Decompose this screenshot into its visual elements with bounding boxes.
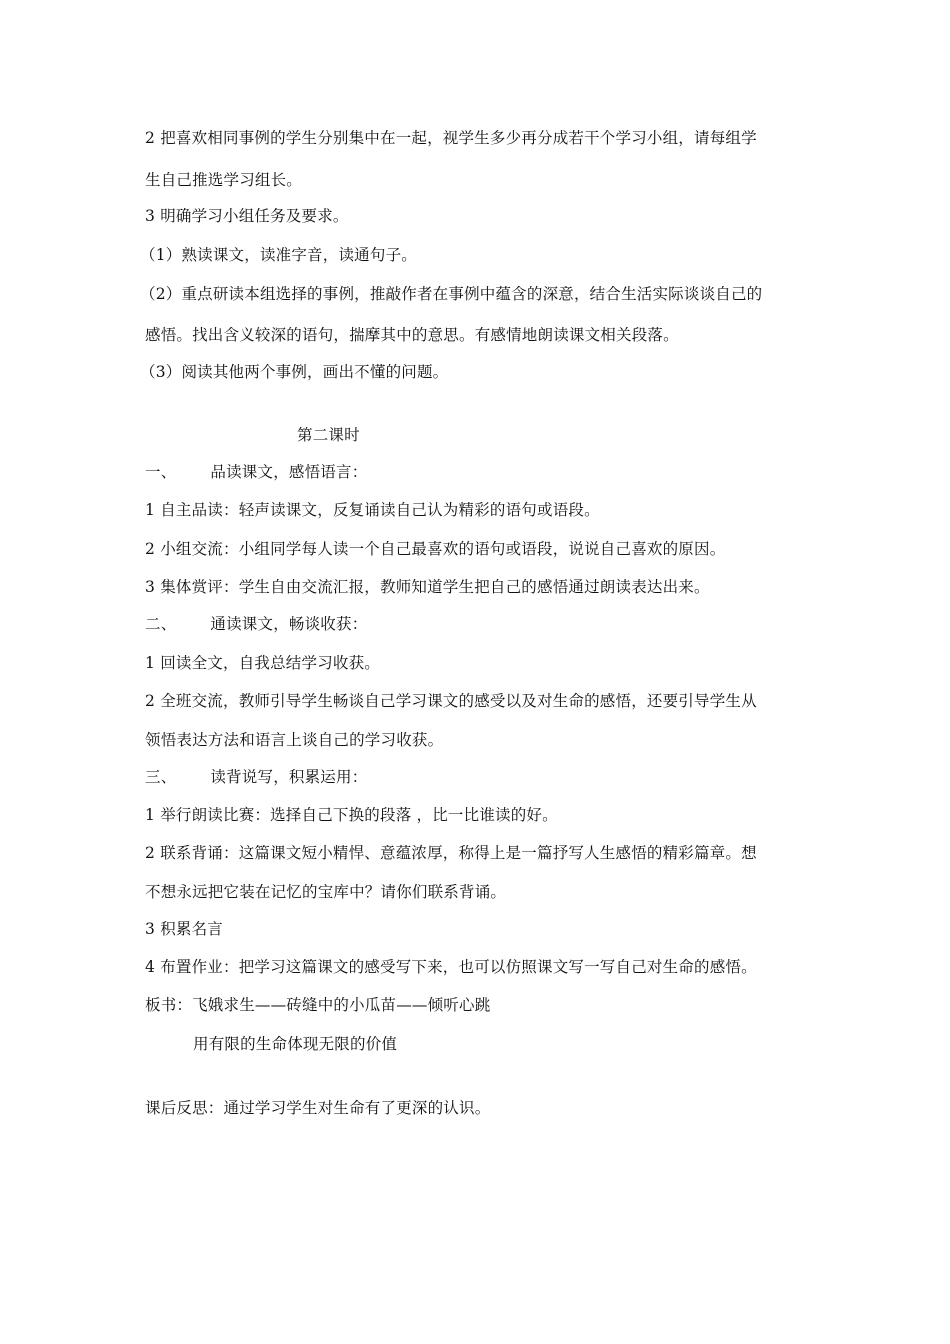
part-number: 三、 <box>145 768 177 786</box>
part-title: 品读课文，感悟语言： <box>210 463 368 481</box>
list-item: 1 回读全文，自我总结学习收获。 <box>145 654 380 672</box>
list-item: 1 自主品读：轻声读课文，反复诵读自己认为精彩的语句或语段。 <box>145 501 600 519</box>
part-heading <box>145 462 367 482</box>
list-item: 2 全班交流，教师引导学生畅谈自己学习课文的感受以及对生命的感悟，还要引导学生从 <box>145 692 757 710</box>
part-number: 一、 <box>145 463 177 481</box>
board-summary-subline: 用有限的生命体现无限的价值 <box>193 1035 398 1053</box>
list-item: 2 小组交流：小组同学每人读一个自己最喜欢的语句或语段，说说自己喜欢的原因。 <box>145 540 726 558</box>
paragraph-line: 感悟。找出含义较深的语句，揣摩其中的意思。有感情地朗读课文相关段落。 <box>145 326 679 344</box>
list-item: 3 集体赏评：学生自由交流汇报，教师知道学生把自己的感悟通过朗读表达出来。 <box>145 578 710 596</box>
part-number: 二、 <box>145 615 177 633</box>
paragraph-line: 3 明确学习小组任务及要求。 <box>145 207 349 225</box>
paragraph-line: 2 把喜欢相同事例的学生分别集中在一起，视学生多少再分成若干个学习小组，请每组学 <box>145 129 757 147</box>
list-item: 2 联系背诵：这篇课文短小精悍、意蕴浓厚，称得上是一篇抒写人生感悟的精彩篇章。想 <box>145 844 757 862</box>
paragraph-line: （1）熟读课文，读准字音，读通句子。 <box>140 246 417 264</box>
paragraph-line: （2）重点研读本组选择的事例，推敲作者在事例中蕴含的深意，结合生活实际谈谈自己的 <box>140 285 763 303</box>
board-summary: 板书：飞娥求生——砖缝中的小瓜苗——倾听心跳 <box>145 996 491 1014</box>
part-title: 通读课文，畅谈收获： <box>210 615 368 633</box>
section-title: 第二课时 <box>297 426 360 444</box>
reflection: 课后反思：通过学习学生对生命有了更深的认识。 <box>145 1099 491 1117</box>
list-item: 不想永远把它装在记忆的宝库中？请你们联系背诵。 <box>145 883 507 901</box>
part-heading <box>145 767 367 787</box>
list-item: 3 积累名言 <box>145 920 223 938</box>
paragraph-line: （3）阅读其他两个事例，画出不懂的问题。 <box>140 363 449 381</box>
part-title: 读背说写，积累运用： <box>210 768 368 786</box>
part-heading <box>145 614 367 634</box>
list-item: 领悟表达方法和语言上谈自己的学习收获。 <box>145 731 444 749</box>
list-item: 4 布置作业：把学习这篇课文的感受写下来，也可以仿照课文写一写自己对生命的感悟。 <box>145 958 757 976</box>
paragraph-line: 生自己推选学习组长。 <box>145 171 303 189</box>
list-item: 1 举行朗读比赛：选择自己下换的段落 ，比一比谁读的好。 <box>145 806 558 824</box>
